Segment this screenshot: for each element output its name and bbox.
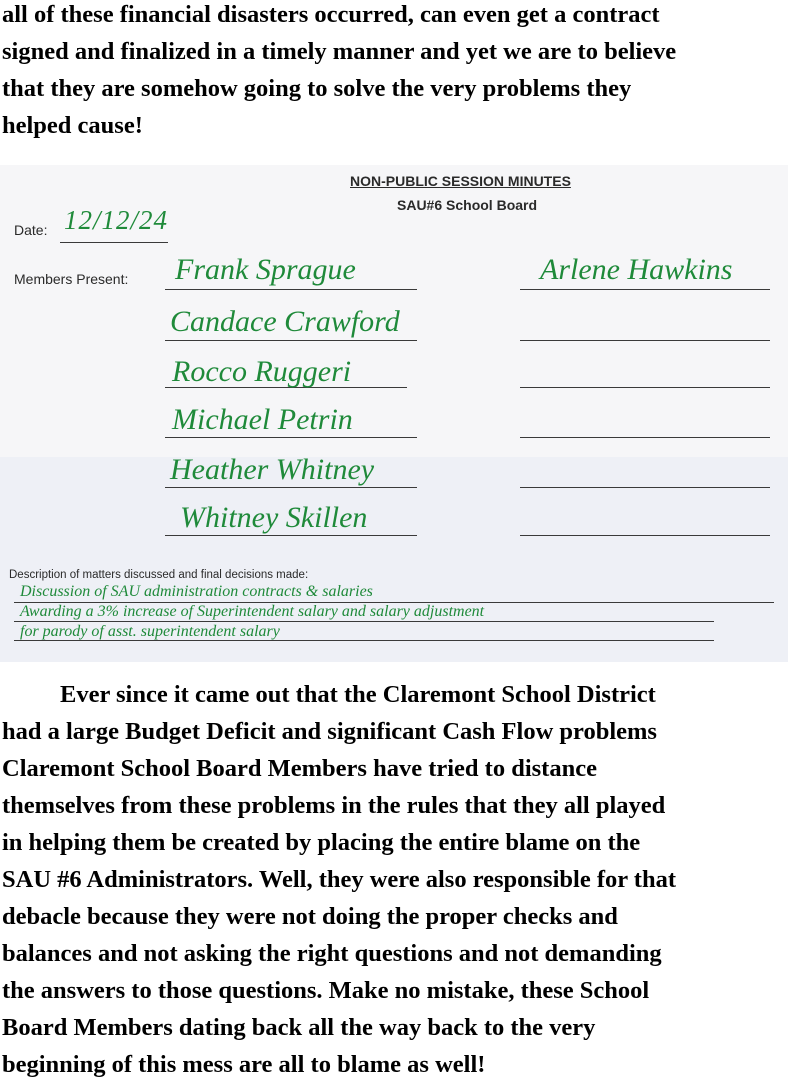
member-line xyxy=(165,437,417,438)
article-line: themselves from these problems in the rules that they all played xyxy=(2,792,666,819)
description-text: Discussion of SAU administration contracts & salaries xyxy=(20,583,373,600)
date-label: Date: xyxy=(14,222,48,238)
article-paragraph-top xyxy=(2,0,786,144)
member-line xyxy=(520,437,770,438)
article-line: in helping them be created by placing the entire blame on the xyxy=(2,829,641,856)
date-underline xyxy=(60,242,168,243)
member-line xyxy=(165,340,417,341)
description-label: Description of matters discussed and final decisions made: xyxy=(9,569,309,581)
article-line: balances and not asking the right questions and not demanding xyxy=(2,940,662,967)
member-line xyxy=(520,535,770,536)
article-line: helped cause! xyxy=(2,112,143,139)
member-line xyxy=(520,387,770,388)
minutes-form-scan xyxy=(0,165,788,662)
article-line: all of these financial disasters occurred, can even get a contract xyxy=(2,1,660,28)
article-paragraph-bottom xyxy=(2,676,786,1083)
member-line xyxy=(520,487,770,488)
description-text: Awarding a 3% increase of Superintendent salary and salary adjustment xyxy=(20,603,485,620)
article-line: Claremont School Board Members have tried to distance xyxy=(2,755,597,782)
description-text: for parody of asst. superintendent salary xyxy=(20,623,280,640)
article-line: that they are somehow going to solve the very problems they xyxy=(2,75,632,102)
member-name: Frank Sprague xyxy=(175,253,356,286)
member-name: Rocco Ruggeri xyxy=(172,355,352,388)
member-line xyxy=(165,289,417,290)
member-line xyxy=(520,340,770,341)
form-subheading: SAU#6 School Board xyxy=(397,197,538,213)
member-name: Arlene Hawkins xyxy=(540,253,733,286)
article-line: the answers to those questions. Make no mistake, these School xyxy=(2,977,650,1004)
article-line: had a large Budget Deficit and significant Cash Flow problems xyxy=(2,718,657,745)
article-line: SAU #6 Administrators. Well, they were also responsible for that xyxy=(2,866,676,893)
article-line: debacle because they were not doing the proper checks and xyxy=(2,903,618,930)
article-line: Ever since it came out that the Claremont School District xyxy=(60,681,656,708)
date-value: 12/12/24 xyxy=(64,205,169,235)
form-heading: NON-PUBLIC SESSION MINUTES xyxy=(350,173,571,189)
member-line xyxy=(165,535,417,536)
member-name: Candace Crawford xyxy=(170,305,400,338)
member-name: Heather Whitney xyxy=(170,453,375,486)
description-line xyxy=(14,621,714,622)
article-line: signed and finalized in a timely manner and yet we are to believe xyxy=(2,38,677,65)
article-line: beginning of this mess are all to blame as well! xyxy=(2,1051,486,1078)
article-line: Board Members dating back all the way back to the very xyxy=(2,1014,596,1041)
member-line xyxy=(165,487,417,488)
member-name: Whitney Skillen xyxy=(180,501,368,534)
members-present-label: Members Present: xyxy=(14,271,129,287)
member-name: Michael Petrin xyxy=(172,403,353,436)
member-line xyxy=(520,289,770,290)
